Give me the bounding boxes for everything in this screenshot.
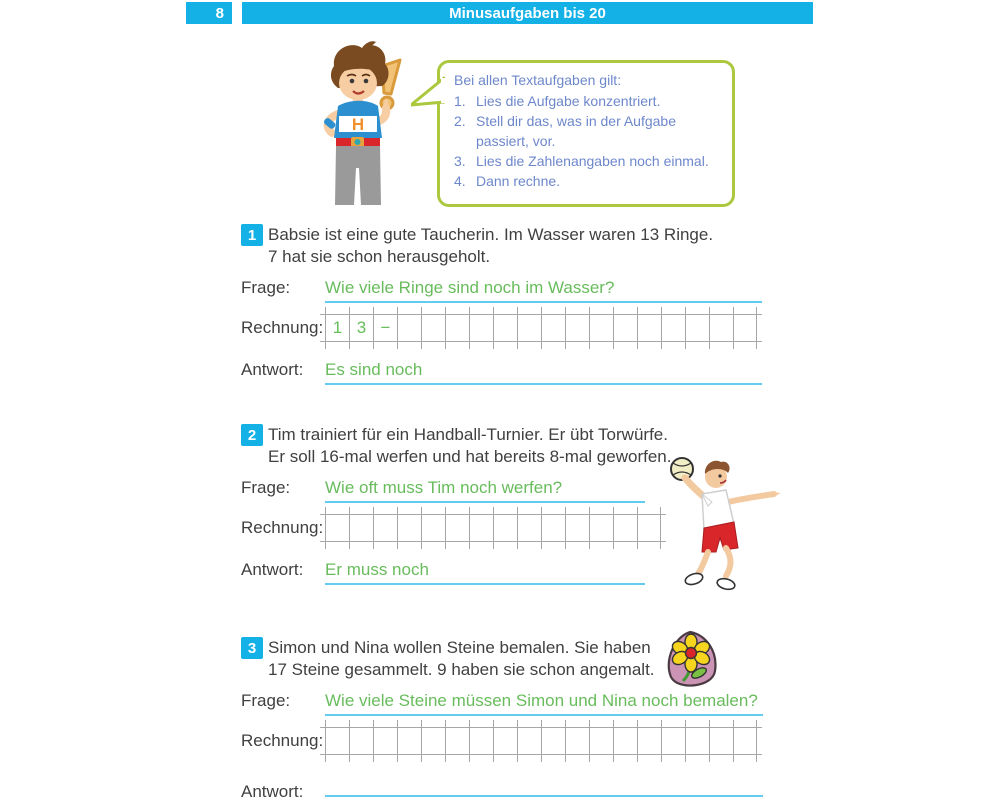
exercise-1-frage-answer-line[interactable]: Wie viele Ringe sind noch im Wasser? bbox=[325, 278, 762, 303]
exercise-2-antwort-answer-line[interactable]: Er muss noch bbox=[325, 560, 645, 585]
bubble-rule-1 bbox=[454, 91, 722, 111]
exercise-1 bbox=[241, 224, 841, 385]
frage-label: Frage: bbox=[241, 478, 291, 497]
handball-player-icon bbox=[658, 452, 784, 594]
antwort-label: Antwort: bbox=[241, 782, 304, 800]
exercise-2-text: Tim trainiert für ein Handball-Turnier. Er übt Torwürfe. Er soll 16-mal werfen und hat bereits 8-mal geworfen. bbox=[268, 425, 672, 466]
bubble-rule-3 bbox=[454, 151, 722, 171]
page-number: 8 bbox=[215, 4, 224, 22]
exercise-3-text: Simon und Nina wollen Steine bemalen. Sie haben 17 Steine gesammelt. 9 haben sie schon angemalt. bbox=[268, 638, 655, 679]
speech-bubble-tail bbox=[411, 75, 445, 111]
rule-text: Lies die Zahlenangaben noch einmal. bbox=[476, 153, 709, 169]
mascot-boy-illustration bbox=[288, 40, 436, 205]
painted-stone-icon bbox=[662, 629, 722, 693]
bubble-rule-4 bbox=[454, 171, 722, 191]
antwort-label: Antwort: bbox=[241, 360, 304, 379]
exercise-3-number-badge: 3 bbox=[241, 637, 263, 659]
svg-text:H: H bbox=[351, 115, 365, 134]
exercise-3-calculation-grid[interactable] bbox=[325, 720, 757, 762]
exercise-1-text: Babsie ist eine gute Taucherin. Im Wasser waren 13 Ringe. 7 hat sie schon herausgeholt. bbox=[268, 225, 714, 266]
bubble-heading: Bei allen Textaufgaben gilt: bbox=[454, 72, 622, 88]
speech-bubble bbox=[437, 60, 735, 207]
frage-label: Frage: bbox=[241, 691, 291, 710]
antwort-label: Antwort: bbox=[241, 560, 304, 579]
rule-number: 4. bbox=[454, 173, 466, 189]
rule-text: Lies die Aufgabe konzentriert. bbox=[476, 93, 661, 109]
rule-text: Dann rechne. bbox=[476, 173, 561, 189]
bubble-rule-2 bbox=[454, 111, 722, 151]
rule-number: 3. bbox=[454, 153, 466, 169]
painted-stone-illustration bbox=[662, 629, 722, 693]
page-header bbox=[186, 2, 813, 24]
exercise-2-calculation-grid[interactable] bbox=[325, 507, 661, 549]
exercise-3-antwort-answer-line[interactable] bbox=[325, 773, 763, 797]
page-title: Minusaufgaben bis 20 bbox=[242, 2, 813, 24]
exercise-3 bbox=[241, 637, 841, 800]
frage-label: Frage: bbox=[241, 278, 291, 297]
rule-number: 1. bbox=[454, 93, 466, 109]
exercise-1-antwort-answer-line[interactable]: Es sind noch bbox=[325, 360, 762, 385]
handball-player-illustration bbox=[658, 452, 784, 594]
exercise-2-frage-answer-line[interactable]: Wie oft muss Tim noch werfen? bbox=[325, 478, 645, 503]
page-number-box bbox=[186, 2, 232, 24]
rule-text: Stell dir das, was in der Aufgabe passiert, vor. bbox=[476, 113, 677, 149]
rechnung-label: Rechnung: bbox=[241, 731, 324, 750]
rule-number: 2. bbox=[454, 113, 466, 129]
exercise-1-number-badge: 1 bbox=[241, 224, 263, 246]
exercise-1-calculation-grid[interactable]: 1 3 − bbox=[325, 307, 757, 349]
exercise-3-frage-answer-line[interactable]: Wie viele Steine müssen Simon und Nina noch bemalen? bbox=[325, 691, 763, 716]
boy-with-exclamation-icon bbox=[288, 40, 436, 205]
rechnung-label: Rechnung: bbox=[241, 318, 324, 337]
rechnung-label: Rechnung: bbox=[241, 518, 324, 537]
exercise-2-number-badge: 2 bbox=[241, 424, 263, 446]
